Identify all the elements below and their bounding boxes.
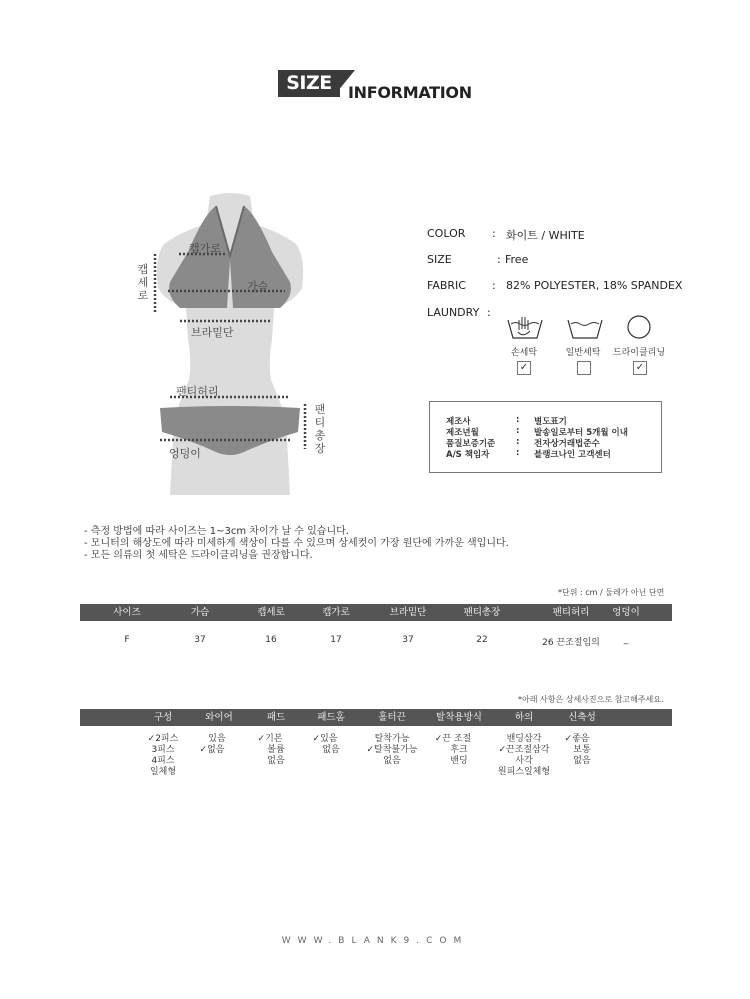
option-item: ✓있음 xyxy=(312,734,338,744)
info-fabric-colon: : xyxy=(492,279,496,292)
option-item: 밴딩 xyxy=(450,756,468,766)
options-th: 구성 xyxy=(153,712,173,723)
mfg-colon-maker: : xyxy=(516,415,520,425)
size-td: F xyxy=(124,635,130,645)
size-th: 엉덩이 xyxy=(612,607,640,618)
laundry-check-dry-clean[interactable]: ✓ xyxy=(633,361,647,375)
note-line: - 모든 의류의 첫 세탁은 드라이클리닝을 권장합니다. xyxy=(84,550,313,561)
size-td: 17 xyxy=(330,635,342,645)
size-td: 37 xyxy=(194,635,206,645)
mfg-value-date: 발송일로부터 5개월 이내 xyxy=(534,428,628,438)
option-item: ✓끈 조절 xyxy=(434,734,472,744)
options-note: *아래 사항은 상세사진으로 참고해주세요. xyxy=(518,695,664,704)
size-td: 22 xyxy=(476,635,488,645)
mfg-key-quality: 품질보증기준 xyxy=(446,439,496,449)
option-item: 사각 xyxy=(515,756,533,766)
mfg-key-as: A/S 책임자 xyxy=(446,450,490,460)
size-td: 26 끈조절임의 xyxy=(542,638,600,648)
options-th: 탈착용방식 xyxy=(436,712,482,723)
size-th: 팬티허리 xyxy=(552,607,590,618)
option-item: 없음 xyxy=(267,756,285,766)
option-item: ✓좋음 xyxy=(564,734,590,744)
info-fabric-value: 82% POLYESTER, 18% SPANDEX xyxy=(506,279,683,292)
options-th: 패드홈 xyxy=(317,712,345,723)
option-item: ✓2피스 xyxy=(147,734,179,744)
info-color-value: 화이트 / WHITE xyxy=(506,229,585,242)
label-cap-length: 캡가로 xyxy=(189,242,221,255)
option-item: ✓기본 xyxy=(257,734,283,744)
laundry-check-hand-wash[interactable]: ✓ xyxy=(517,361,531,375)
option-item: 없음 xyxy=(322,745,340,755)
laundry-label-hand-wash: 손세탁 xyxy=(510,348,538,358)
size-th: 브라밑단 xyxy=(389,607,427,618)
mfg-colon-quality: : xyxy=(516,437,520,447)
info-size-key: SIZE xyxy=(427,253,452,266)
options-th: 신축성 xyxy=(568,712,596,723)
option-item: 일체형 xyxy=(149,767,177,777)
label-underbust: 브라밑단 xyxy=(191,326,234,339)
laundry-check-machine-wash[interactable] xyxy=(577,361,591,375)
mfg-key-maker: 제조사 xyxy=(446,417,471,427)
option-item: 4피스 xyxy=(151,756,175,766)
option-item: 볼륨 xyxy=(267,745,285,755)
info-color-colon: : xyxy=(492,227,496,240)
option-item: 있음 xyxy=(208,734,226,744)
option-item: 후크 xyxy=(450,745,468,755)
size-th: 팬티총장 xyxy=(463,607,501,618)
info-fabric-key: FABRIC xyxy=(427,279,466,292)
option-item: ✓없음 xyxy=(199,745,225,755)
size-th: 캡세로 xyxy=(257,607,285,618)
options-th: 하의 xyxy=(514,712,534,723)
size-td: 37 xyxy=(402,635,414,645)
info-color-key: COLOR xyxy=(427,227,466,240)
size-unit-note: *단위 : cm / 둘레가 아닌 단면 xyxy=(558,588,665,597)
option-item: 보통 xyxy=(573,745,591,755)
laundry-label-dry-clean: 드라이클리닝 xyxy=(612,348,666,358)
info-laundry-colon: : xyxy=(487,306,491,319)
size-td: _ xyxy=(623,635,629,645)
label-panty-waist: 팬티허리 xyxy=(176,385,219,398)
laundry-label-machine-wash: 일반세탁 xyxy=(565,348,601,358)
option-item: 없음 xyxy=(383,756,401,766)
size-th: 캡가로 xyxy=(322,607,350,618)
header-info-title: INFORMATION xyxy=(348,83,472,102)
footer-url[interactable]: WWW.BLANK9.COM xyxy=(281,936,469,946)
hand-wash-icon xyxy=(505,314,545,340)
label-panty-length: 팬티총장 xyxy=(314,403,326,455)
label-cap-height: 캡세로 xyxy=(137,263,149,302)
option-item: ✓탈착불가능 xyxy=(366,745,418,755)
option-item: 없음 xyxy=(573,756,591,766)
options-th: 홀터끈 xyxy=(378,712,406,723)
info-size-value: Free xyxy=(505,253,529,266)
mfg-value-as: 블랭크나인 고객센터 xyxy=(534,450,611,460)
mfg-value-maker: 별도표기 xyxy=(534,417,567,427)
label-hip: 엉덩이 xyxy=(169,447,201,460)
option-item: 탈착가능 xyxy=(374,734,410,744)
options-th: 와이어 xyxy=(205,712,233,723)
option-item: ✓끈조절삼각 xyxy=(498,745,550,755)
info-size-colon: : xyxy=(497,253,501,266)
label-bust: 가슴 xyxy=(247,280,269,293)
header-size-title: SIZE xyxy=(286,72,332,94)
size-th: 사이즈 xyxy=(113,607,141,618)
mfg-colon-as: : xyxy=(516,448,520,458)
dry-clean-icon xyxy=(626,314,654,342)
mfg-key-date: 제조년월 xyxy=(446,428,479,438)
option-item: 밴딩삼각 xyxy=(506,734,542,744)
mfg-colon-date: : xyxy=(516,426,520,436)
options-th: 패드 xyxy=(266,712,286,723)
size-th: 가슴 xyxy=(190,607,210,618)
info-laundry-key: LAUNDRY xyxy=(427,306,480,319)
machine-wash-icon xyxy=(565,314,605,340)
note-line: - 모니터의 해상도에 따라 미세하게 색상이 다를 수 있으며 상세컷이 가장 원단에 가까운 색입니다. xyxy=(84,538,509,549)
size-td: 16 xyxy=(265,635,277,645)
mfg-value-quality: 전자상거래법준수 xyxy=(534,439,600,449)
option-item: 원피스일체형 xyxy=(497,767,551,777)
note-line: - 측정 방법에 따라 사이즈는 1~3cm 차이가 날 수 있습니다. xyxy=(84,526,349,537)
option-item: 3피스 xyxy=(151,745,175,755)
